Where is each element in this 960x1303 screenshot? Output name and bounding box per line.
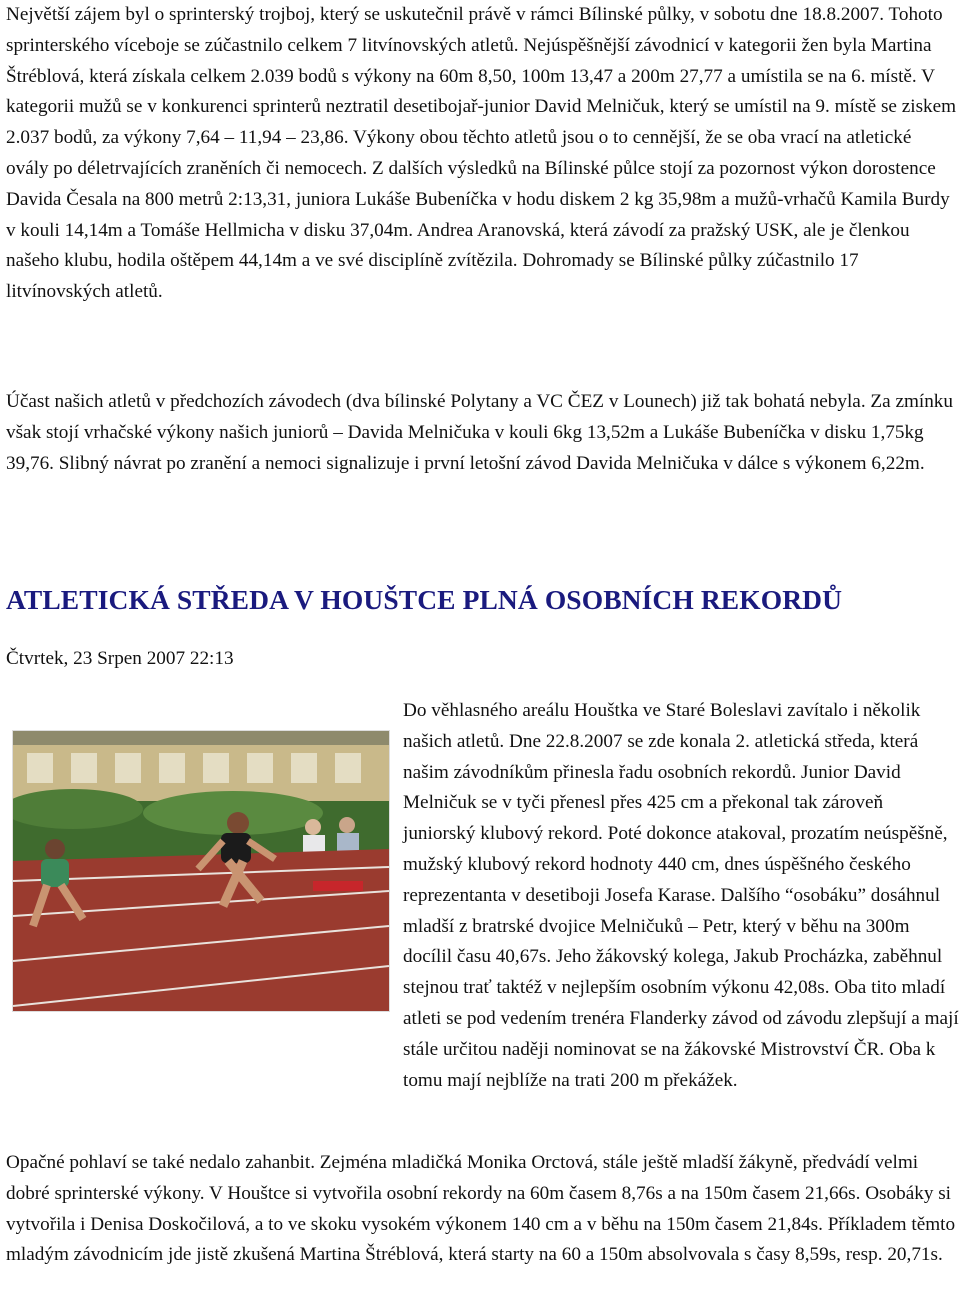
spectator <box>305 819 321 835</box>
article-title[interactable]: ATLETICKÁ STŘEDA V HOUŠTCE PLNÁ OSOBNÍCH REKORDŮ <box>6 584 843 615</box>
article1-paragraph2: Účast našich atletů v předchozích závodech (dva bílinské Polytany a VC ČEZ v Lounech) již tak bohatá nebyla. Za zmínku však stojí vrhačské výkony našich juniorů – Davida Melničuka v kouli 6kg 13,52m a Lukáše Bubeníčka v disku 1,75kg 39,76. Slibný návrat po zranění a nemoci signalizuje i první letošní závod Davida Melničuka v dálce s výkonem 6,22m. <box>6 391 953 474</box>
article1-paragraph1: Největší zájem byl o sprinterský trojboj, který se uskutečnil právě v rámci Bílinské půlky, v sobotu dne 18.8.2007. Tohoto sprinterského víceboje se zúčastnilo celkem 7 litvínovských atletů. Nejúspěšnější závodnicí v kategorii žen byla Martina Štréblová, která získala celkem 2.039 bodů s výkony na 60m 8,50, 100m 13,47 a 200m 27,77 a umístila se na 6. místě. V kategorii mužů se v konkurenci sprinterů neztratil desetibojař-junior David Melničuk, který se umístil na 9. místě se ziskem 2.037 bodů, za výkony 7,64 – 11,94 – 23,86. Výkony obou těchto atletů jsou o to cennější, že se oba vrací na atletické ovály po déletrvajících zraněních či nemocech. Z dalších výsledků na Bílinské půlce stojí za pozornost výkon dorostence Davida Česala na 800 metrů 2:13,31, juniora Lukáše Bubeníčka v hodu diskem 2 kg 35,98m a mužů-vrhačů Kamila Burdy v kouli 14,14m a Tomáše Hellmicha v disku 37,04m. Andrea Aranovská, která závodí za pražský USK, ale je členkou našeho klubu, hodila oštěpem 44,14m a ve své disciplíně zvítězila. Dohromady se Bílinské půlky zúčastnilo 17 litvínovských atletů. <box>6 4 957 303</box>
sprint-start-photo <box>13 731 389 1011</box>
starting-blocks <box>313 881 363 891</box>
article2-paragraph1: Do věhlasného areálu Houštka ve Staré Boleslavi zavítalo i několik našich atletů. Dne 22.8.2007 se zde konala 2. atletická středa, která našim závodníkům přinesla řadu osobních rekordů. Junior David Melničuk se v tyči přenesl přes 425 cm a překonal tak zároveň juniorský klubový rekord. Poté dokonce atakoval, prozatím neúspěšně, mužský klubový rekord hodnoty 440 cm, dnes úspěšného českého reprezentanta v desetiboji Josefa Karase. Dalšího “osobáku” dosáhnul mladší z bratrské dvojice Melničuků – Petr, který v běhu na 300m docílil času 40,67s. Jeho žákovský kolega, Jakub Procházka, zaběhnul stejnou trať taktéž v nejlepším osobním výkonu 42,08s. Oba tito mladí atleti se pod vedením trenéra Flanderky závod od závodu zlepšují a mají stále určitou naději nominovat se na žákovské Mistrovství ČR. Oba k tomu mají nejblíže na trati 200 m překážek. <box>403 700 959 1091</box>
article-photo <box>12 730 390 1012</box>
article-date: Čtvrtek, 23 Srpen 2007 22:13 <box>6 648 234 669</box>
article2-paragraph2: Opačné pohlaví se také nedalo zahanbit. Zejména mladičká Monika Orctová, stále ještě mladší žákyně, předvádí velmi dobré sprinterské výkony. V Houštce si vytvořila osobní rekordy na 60m časem 8,76s a na 150m časem 21,66s. Osobáky si vytvořila i Denisa Doskočilová, a to ve skoku vysokém výkonem 140 cm a v běhu na 150m časem 21,84s. Příkladem těmto mladým závodnicím jde jistě zkušená Martina Štréblová, která starty na 60 a 150m absolvovala s časy 8,59s, resp. 20,71s. <box>6 1152 956 1266</box>
